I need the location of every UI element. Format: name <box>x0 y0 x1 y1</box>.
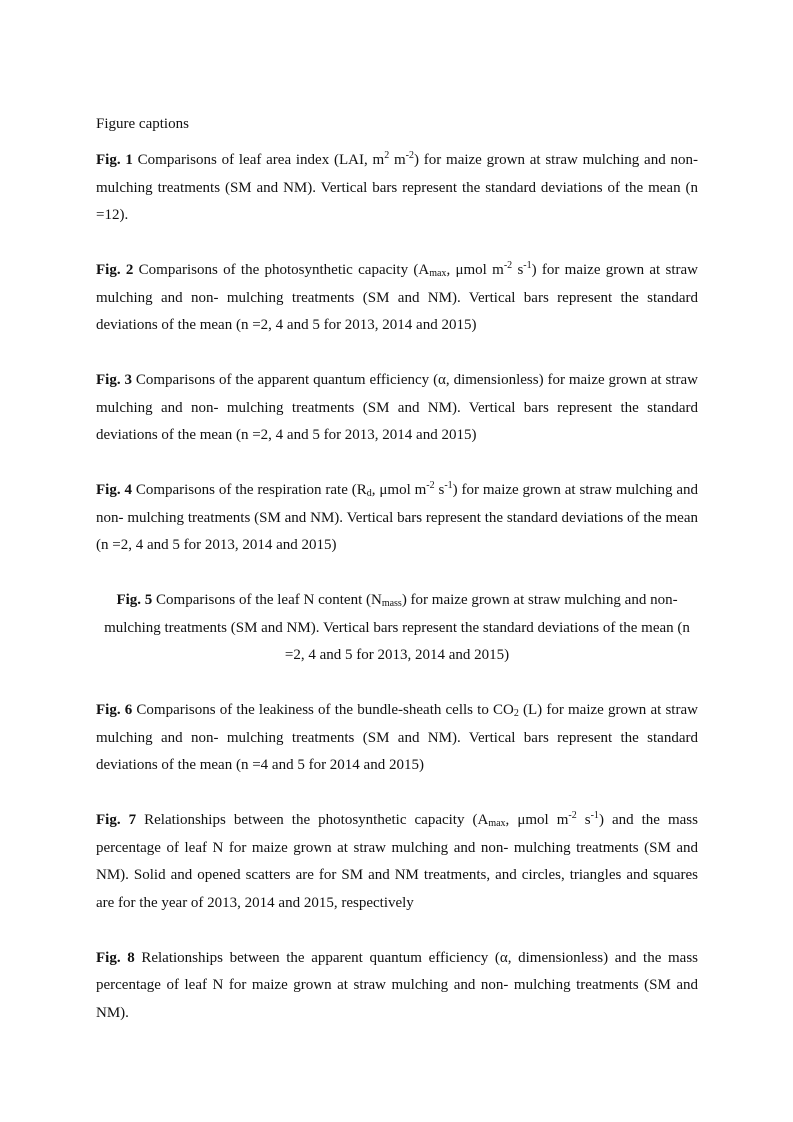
caption-text: Comparisons of the leaf N content (N <box>152 592 382 608</box>
caption-text: Comparisons of the apparent quantum efficiency (α, dimensionless) for maize grown at straw mulching and non- mulching treatments (SM and NM). Vertical bars represent the standard deviations of the mean (n =2, 4 and 5 for 2013, 2014 and 2015) <box>96 372 698 443</box>
spacer <box>96 670 698 698</box>
caption-text: s <box>512 262 524 278</box>
caption-text: ) and the mass percentage of leaf N for maize grown at straw mulching and non- mulching treatments (SM and NM). Solid and opened scatters are for SM and NM treatments, and circles, triangles and squares are for the year of 2013, 2014 and 2015, respectively <box>96 812 698 911</box>
spacer <box>96 230 698 258</box>
subscript: max <box>488 818 506 829</box>
caption-fig-4 <box>96 477 698 560</box>
superscript: -1 <box>590 810 599 821</box>
caption-fig-1 <box>96 147 698 230</box>
caption-text: Comparisons of the photosynthetic capacity (A <box>133 262 430 278</box>
spacer <box>96 780 698 808</box>
caption-text: ) for maize grown at straw mulching and non- mulching treatments (SM and NM). Vertical bars represent the standard deviations of the mean (n =2, 4 and 5 for 2013, 2014 and 2015) <box>104 592 690 663</box>
caption-text: s <box>434 482 445 498</box>
caption-label: Fig. 3 <box>96 372 132 388</box>
subscript: 2 <box>513 708 519 719</box>
caption-label: Fig. 4 <box>96 482 132 498</box>
caption-text: Comparisons of the respiration rate (R <box>131 482 367 498</box>
caption-text: Relationships between the photosynthetic capacity (A <box>136 812 489 828</box>
caption-text: Comparisons of leaf area index (LAI, m <box>132 152 385 168</box>
superscript: -2 <box>503 260 513 271</box>
caption-text: , μmol m <box>446 262 504 278</box>
caption-label: Fig. 5 <box>116 592 153 608</box>
caption-text: ) for maize grown at straw mulching and non- mulching treatments (SM and NM). Vertical bars represent the standard deviations of the mean (n =2, 4 and 5 for 2013, 2014 and 2015) <box>96 262 698 333</box>
document-page <box>96 112 698 1027</box>
caption-text: ) for maize grown at straw mulching and non- mulching treatments (SM and NM). Vertical bars represent the standard deviations of the mean (n =2, 4 and 5 for 2013, 2014 and 2015) <box>96 482 698 553</box>
caption-text: , μmol m <box>505 812 569 828</box>
spacer <box>96 560 698 588</box>
caption-label: Fig. 2 <box>96 262 134 278</box>
superscript: -2 <box>568 810 577 821</box>
caption-label: Fig. 7 <box>96 812 137 828</box>
caption-label: Fig. 6 <box>96 702 133 718</box>
caption-text: m <box>389 152 406 168</box>
caption-fig-6 <box>96 697 698 780</box>
caption-text: Comparisons of the leakiness of the bundle-sheath cells to CO <box>132 702 514 718</box>
caption-fig-7 <box>96 807 698 917</box>
subscript: mass <box>381 598 402 609</box>
section-heading: Figure captions <box>96 116 189 132</box>
caption-text: s <box>576 812 591 828</box>
caption-text: (L) for maize grown at straw mulching and non- mulching treatments (SM and NM). Vertical bars represent the standard deviations of the mean (n =4 and 5 for 2014 and 2015) <box>96 702 698 773</box>
subscript: max <box>429 268 447 279</box>
caption-text: , μmol m <box>371 482 427 498</box>
spacer <box>96 917 698 945</box>
subscript: d <box>366 488 372 499</box>
superscript: -2 <box>405 150 414 161</box>
caption-fig-3 <box>96 367 698 450</box>
caption-text: Relationships between the apparent quantum efficiency (α, dimensionless) and the mass percentage of leaf N for maize grown at straw mulching and non- mulching treatments (SM and NM). <box>96 949 698 1021</box>
caption-label: Fig. 1 <box>96 152 133 168</box>
caption-fig-2 <box>96 257 698 340</box>
caption-label: Fig. 8 <box>96 949 135 966</box>
spacer <box>96 450 698 478</box>
superscript: 2 <box>384 150 390 161</box>
superscript: -1 <box>523 260 532 271</box>
caption-text: ) for maize grown at straw mulching and non- mulching treatments (SM and NM). Vertical bars represent the standard deviations of the mean (n =12). <box>96 152 698 223</box>
caption-fig-5 <box>96 587 698 670</box>
spacer <box>96 340 698 368</box>
superscript: -1 <box>444 480 453 491</box>
caption-fig-8 <box>96 945 698 1028</box>
superscript: -2 <box>426 480 435 491</box>
